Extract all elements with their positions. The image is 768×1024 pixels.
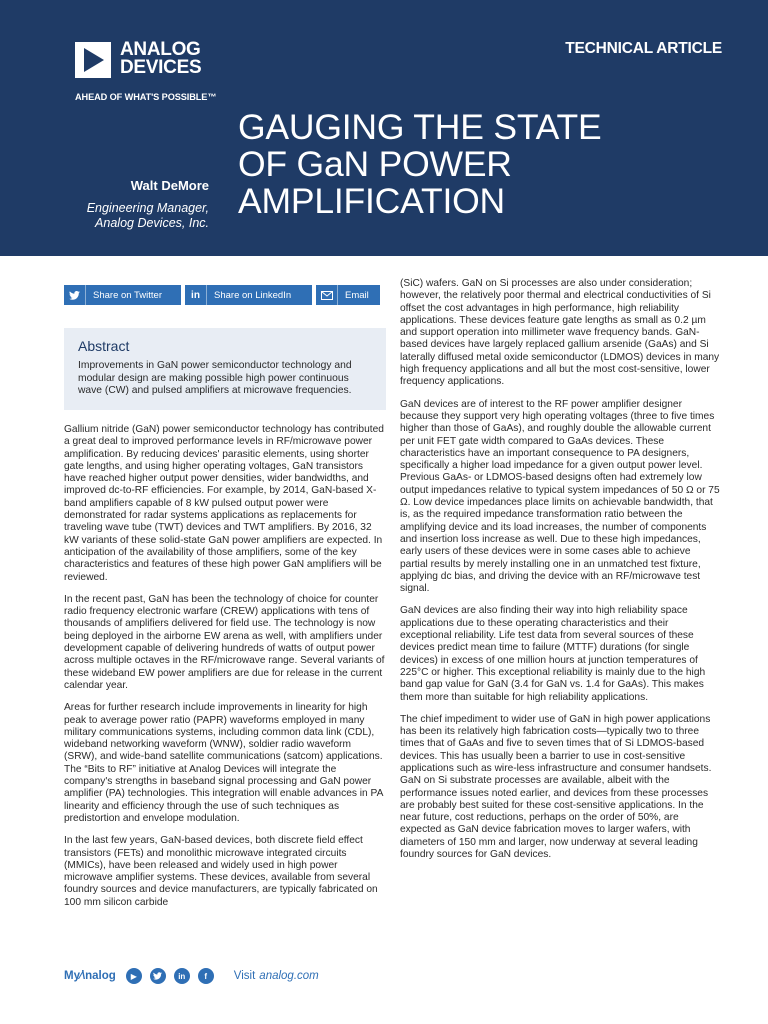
share-linkedin-label: Share on LinkedIn xyxy=(214,289,292,301)
body-paragraph: Areas for further research include improvements in linearity for high peak to average power ratio (PAPR) waveforms employed in many military communications systems, including common data link (CDL), wideband networking waveform (WNW), soldier radio waveform (SRW), and wide-band satellite communications (satcom) applications. The “Bits to RF” initiative at Analog Devices will integrate the company's strengths in baseband signal processing and GaN power amplifier (PA) technologies. This integration will enable advances in PA linearity and efficiency through the use of such techniques as predistortion and envelope modulation. xyxy=(64,702,383,824)
envelope-icon xyxy=(316,285,338,305)
share-email-button[interactable] xyxy=(316,285,380,305)
body-paragraph: In the last few years, GaN-based devices, both discrete field effect transistors (FETs) and monolithic microwave integrated circuits (MMICs), have been released and widely used in high power microwave amplifier systems. These devices, available from several foundry sources and device manufacturers, are typically fabricated on 100 mm silicon carbide xyxy=(64,835,378,908)
body-paragraph: (SiC) wafers. GaN on Si processes are also under consideration; however, the relatively poor thermal and electrical conductivities of Si offset the cost advantages in high performance, high reliability applications. These devices feature gate lengths as small as 0.2 µm and support operation into millimeter wave frequency bands. GaN-based devices have largely replaced gallium arsenide (GaAs) and Si laterally diffused metal oxide semiconductor (LDMOS) devices in many high frequency applications and all but the most cost-sensitive, lower frequency applications. xyxy=(400,278,720,388)
body-paragraph: GaN devices are also finding their way into high reliability space applications due to these operating characteristics and their exceptional reliability. Life test data from several sources of these devices predict mean time to failure (MTTF) durations (for single devices) in excess of one million hours at junction temperatures of 225°C or higher. This exceptional reliability is mainly due to the high band gap value for GaN (3.4 for GaN vs. 1.4 for GaAs). This makes them more than suitable for high reliability applications. xyxy=(400,605,706,703)
logo-tagline: AHEAD OF WHAT'S POSSIBLE™ xyxy=(75,92,217,102)
linkedin-icon: in xyxy=(185,285,207,305)
body-paragraph: Gallium nitride (GaN) power semiconductor technology has contributed a great deal to improved performance levels in RF/microwave power amplification. By reducing devices' parasitic elements, using shorter gate lengths, and using higher operating voltages, GaN transistors have reached higher output power densities, wider bandwidths, and improved dc-to-RF efficiencies. For example, by 2014, GaN-based X-band amplifiers capable of 8 kW pulsed output power were demonstrated for radar systems applications as replacements for traveling wave tube (TWT) devices and TWT amplifiers. By 2016, 32 kW variants of these solid-state GaN power amplifiers are expected. In anticipation of the availability of those amplifiers, some of the key characteristics and features of these high power GaN amplifiers will be reviewed. xyxy=(64,424,384,583)
facebook-icon[interactable]: f xyxy=(198,968,214,984)
share-email-label: Email xyxy=(345,289,369,301)
share-bar xyxy=(64,285,380,305)
body-paragraph: In the recent past, GaN has been the technology of choice for counter radio frequency electronic warfare (CREW) applications with tens of thousands of amplifiers delivered for field use. The technology is now being deployed in the airborne EW arena as well, with amplifiers under development capable of delivering hundreds of watts of output power across multiple octaves in the RF/microwave range. Several variants of these wideband EW power amplifiers are due for release in the current calendar year. xyxy=(64,593,385,691)
author-role-line-1: Engineering Manager, xyxy=(86,201,209,215)
author-block xyxy=(87,178,209,231)
visit-label xyxy=(234,970,319,982)
abstract-heading: Abstract xyxy=(78,338,130,354)
share-linkedin-button[interactable] xyxy=(185,285,312,305)
article-type-label: TECHNICAL ARTICLE xyxy=(565,40,722,57)
abstract-text: Improvements in GaN power semiconductor technology and modular design are making possible high power continuous wave (CW) and pulsed amplifiers at microwave frequencies. xyxy=(78,360,352,396)
body-paragraph: GaN devices are of interest to the RF power amplifier designer because they support very high operating voltages (three to five times higher than those of GaAs), and roughly double the allowable current per unit FET gate width compared to GaAs devices. These characteristics have an important consequence to PA designers, specifically a higher load impedance for a given output power level. Previous GaAs- or LDMOS-based designs often had extremely low output impedances relative to typical system impedances of 50 Ω or 75 Ω. Low device impedances place limits on achievable bandwidth, that is, as the required impedance transformation ratio between the amplifying device and its load increases, the number of components and insertion loss increase as well. Due to these high impedances, early users of these devices were in some cases able to achieve partial results by merely installing one in an unmatched test fixture, applying dc bias, and driving the device with an RF/microwave test signal. xyxy=(400,398,720,595)
title-line-1: GAUGING THE STATE xyxy=(238,107,602,147)
header-banner xyxy=(0,0,768,256)
abstract-box xyxy=(64,328,386,410)
logo-line-2: DEVICES xyxy=(120,57,202,78)
my-analog-link[interactable]: My⁄\nalog xyxy=(64,970,116,982)
article-title xyxy=(238,109,688,220)
author-name: Walt DeMore xyxy=(130,178,209,193)
analog-devices-triangle-icon xyxy=(75,42,111,78)
body-column-left xyxy=(64,424,386,919)
twitter-icon xyxy=(64,285,86,305)
visit-text: Visit xyxy=(233,970,256,982)
author-role-line-2: Analog Devices, Inc. xyxy=(95,216,209,230)
twitter-icon[interactable] xyxy=(150,968,166,984)
title-line-3: AMPLIFICATION xyxy=(238,181,505,221)
youtube-icon[interactable]: ▶ xyxy=(126,968,142,984)
share-twitter-label: Share on Twitter xyxy=(93,289,163,301)
body-paragraph: The chief impediment to wider use of GaN in high power applications has been its relatively high fabrication costs—typically two to three times that of GaAs and five to seven times that of Si LDMOS-based devices. This has usually been a barrier to use in cost-sensitive applications such as wire-less infrastructure and consumer handsets. GaN on Si substrate processes are available, albeit with the performance issues noted earlier, and devices from these processes are probably best suited for these cost-sensitive applications. In the near future, cost reductions, perhaps on the order of 50%, are expected as GaN device fabrication moves to larger wafers, with diameters of 150 mm and larger, now underway at several leading foundry sources for GaN devices. xyxy=(400,713,712,861)
linkedin-icon[interactable]: in xyxy=(174,968,190,984)
analog-com-link[interactable]: analog.com xyxy=(259,970,319,982)
logo-wordmark xyxy=(120,41,201,77)
footer xyxy=(64,966,319,986)
body-column-right xyxy=(400,278,720,871)
logo-line-1: ANALOG xyxy=(120,39,201,60)
title-line-2: OF GaN POWER xyxy=(238,144,512,184)
share-twitter-button[interactable] xyxy=(64,285,181,305)
